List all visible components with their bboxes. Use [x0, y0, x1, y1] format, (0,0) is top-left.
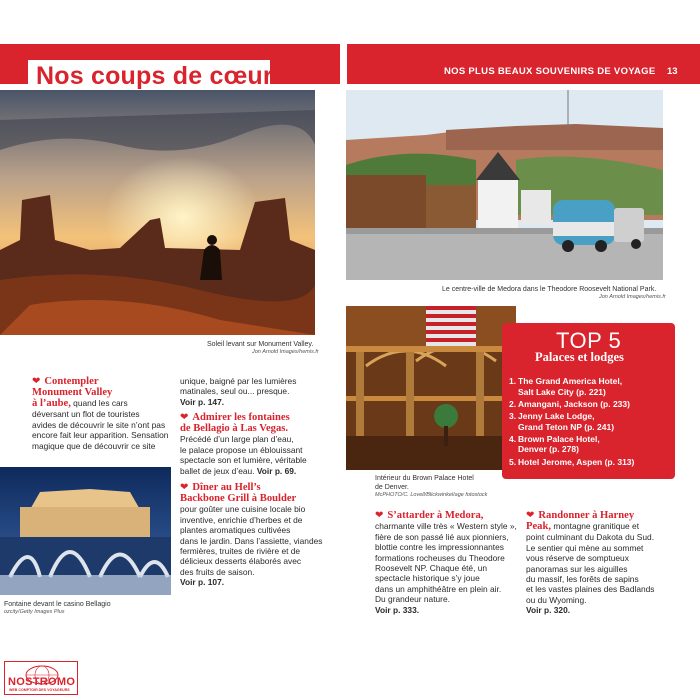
entry-hells-backbone: ❤ Dîner au Hell’s Backbone Grill à Boulder pour goûter une cuisine locale bio inventive, enrichie d’herbes et de plantes aromatiques cultivées dans le jardin. Dans l’assiette, viandes fermières, truites de rivière et de délicieux desserts élaborés avec des fruits de saison. Voir p. 107. [180, 482, 323, 588]
heart-icon: ❤ [180, 412, 189, 423]
monument-valley-caption: Soleil levant sur Monument Valley. [207, 341, 314, 348]
running-head: NOS PLUS BEAUX SOUVENIRS DE VOYAGE [444, 66, 656, 77]
monument-valley-credit: Jon Arnold Images/hemis.fr [252, 349, 319, 355]
entry-monument-valley-col2: unique, baigné par les lumières matinales, seul ou... presque. Voir p. 147. [180, 376, 297, 407]
medora-credit: Jon Arnold Images/hemis.fr [599, 294, 666, 300]
page-number: 13 [667, 66, 678, 77]
medora-caption: Le centre-ville de Medora dans le Theodore Roosevelt National Park. [442, 286, 657, 293]
top5-item: 1. The Grand America Hotel, Salt Lake City (p. 221) [509, 376, 623, 397]
top5-item: 5. Hotel Jerome, Aspen (p. 313) [509, 456, 635, 467]
entry-harney-peak: ❤ Randonner à Harney Peak, montagne granitique et point culminant du Dakota du Sud. Le sentier qui mène au sommet vous réserve de somptueux panoramas sur les aiguilles du massif, les forêts de sapins et les vastes plaines des Badlands ou du Wyoming. Voir p. 320. [526, 510, 655, 616]
bellagio-credit: ozcity/Getty Images Plus [4, 609, 65, 615]
entry-monument-valley-col1: ❤ Contempler Monument Valley à l’aube, quand les cars déversant un flot de touristes avides de découvrir le site n’ont pas encore fait leur apparition. Sensation magique que de découvrir ce site [32, 376, 169, 451]
top5-title: TOP 5 [556, 328, 622, 353]
bellagio-caption: Fontaine devant le casino Bellagio [4, 601, 111, 608]
top5-box [502, 323, 675, 479]
logo-tagline: WEB COMPTOIR DES VOYAGEURS [9, 688, 70, 692]
heart-icon: ❤ [180, 482, 189, 493]
top5-item: 3. Jenny Lake Lodge, Grand Teton NP (p. 241) [509, 410, 615, 432]
brown-palace-caption-line2: de Denver. [375, 484, 409, 491]
top5-subtitle: Palaces et lodges [535, 350, 624, 364]
bellagio-photo [0, 467, 171, 595]
header-banner-right [347, 44, 700, 84]
entry-medora: ❤ S’attarder à Medora, charmante ville très « Western style », fière de son passé lié aux pionniers, blottie contre les impressionnantes formations rocheuses du Theodore Roosevelt NP. Chaque été, un spectacle historique s’y joue dans un amphithéâtre en plein air. Du grandeur nature. Voir p. 333. [375, 510, 517, 615]
top5-item: 4. Brown Palace Hotel, Denver (p. 278) [509, 433, 600, 455]
brown-palace-photo [346, 306, 516, 470]
nostromo-logo [4, 661, 78, 695]
top5-item: 2. Amangani, Jackson (p. 233) [509, 398, 630, 409]
heart-icon: ❤ [526, 510, 535, 521]
brown-palace-credit: McPHOTO/C. Lovell/Blickwinkel/age fotostock [375, 492, 488, 498]
page-title: Nos coups de cœur [36, 62, 273, 90]
entry-bellagio: ❤ Admirer les fontaines de Bellagio à Las Vegas. Précédé d’un large plan d’eau, le palace propose un éblouissant spectacle son et lumière, véritable ballet de jeux d’eau. Voir p. 69. [180, 412, 307, 476]
medora-photo [346, 90, 663, 280]
top5-list [509, 376, 674, 469]
brown-palace-caption-line1: Intérieur du Brown Palace Hotel [375, 475, 474, 482]
logo-wordmark: NOSTROMO [8, 676, 76, 688]
heart-icon: ❤ [32, 376, 41, 387]
heart-icon: ❤ [375, 510, 384, 521]
monument-valley-photo [0, 90, 315, 335]
